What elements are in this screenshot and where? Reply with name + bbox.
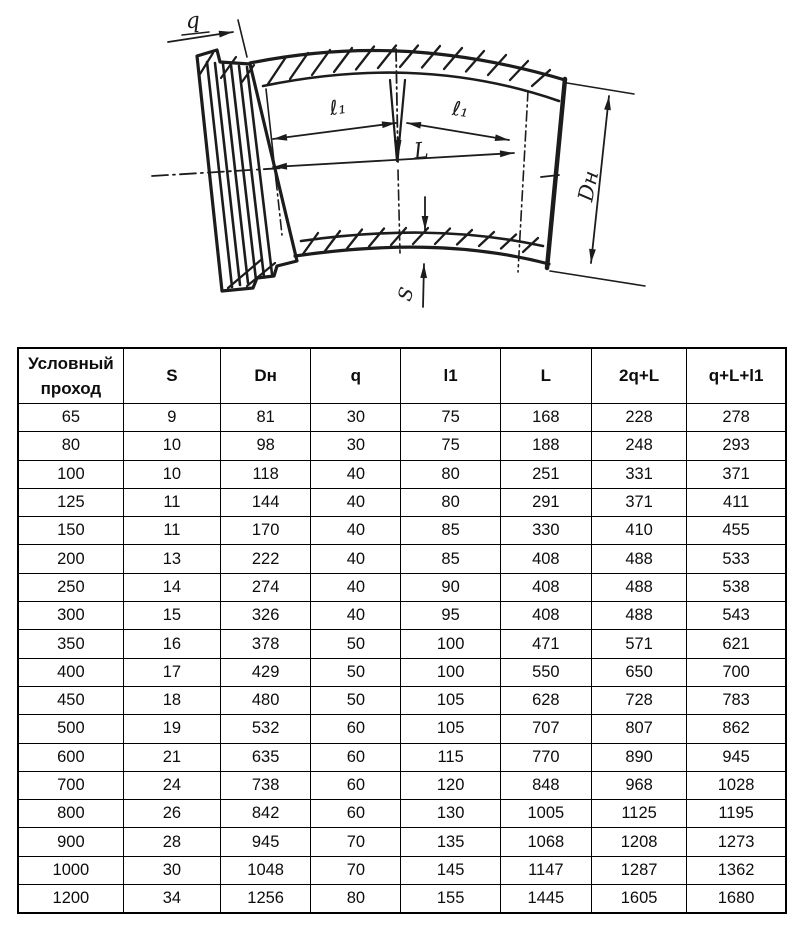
table-cell: 408 bbox=[500, 545, 591, 573]
header-cell-l1: l1 bbox=[401, 348, 500, 404]
table-cell: 60 bbox=[311, 771, 401, 799]
table-cell: 1000 bbox=[18, 856, 123, 884]
table-row bbox=[18, 686, 786, 714]
table-cell: 40 bbox=[311, 517, 401, 545]
table-cell: 650 bbox=[591, 658, 686, 686]
table-body bbox=[18, 404, 786, 914]
table-cell: 115 bbox=[401, 743, 500, 771]
table-cell: 945 bbox=[221, 828, 311, 856]
table-cell: 75 bbox=[401, 432, 500, 460]
table-cell: 783 bbox=[687, 686, 786, 714]
table-cell: 1605 bbox=[591, 885, 686, 914]
table-cell: 75 bbox=[401, 404, 500, 432]
table-cell: 291 bbox=[500, 488, 591, 516]
table-row bbox=[18, 573, 786, 601]
table-cell: 34 bbox=[123, 885, 220, 914]
table-cell: 228 bbox=[591, 404, 686, 432]
table-cell: 628 bbox=[500, 686, 591, 714]
table-cell: 621 bbox=[687, 630, 786, 658]
table-cell: 1005 bbox=[500, 800, 591, 828]
table-cell: 707 bbox=[500, 715, 591, 743]
table-cell: 144 bbox=[221, 488, 311, 516]
table-cell: 408 bbox=[500, 573, 591, 601]
table-cell: 900 bbox=[18, 828, 123, 856]
dimensions-table bbox=[17, 347, 787, 914]
table-cell: 455 bbox=[687, 517, 786, 545]
table-cell: 14 bbox=[123, 573, 220, 601]
table-cell: 532 bbox=[221, 715, 311, 743]
table-cell: 543 bbox=[687, 602, 786, 630]
table-cell: 118 bbox=[221, 460, 311, 488]
table-cell: 10 bbox=[123, 460, 220, 488]
table-cell: 120 bbox=[401, 771, 500, 799]
table-cell: 30 bbox=[123, 856, 220, 884]
table-cell: 10 bbox=[123, 432, 220, 460]
table-cell: 1273 bbox=[687, 828, 786, 856]
dim-L bbox=[273, 153, 514, 167]
table-cell: 488 bbox=[591, 573, 686, 601]
table-cell: 90 bbox=[401, 573, 500, 601]
table-cell: 9 bbox=[123, 404, 220, 432]
table-cell: 968 bbox=[591, 771, 686, 799]
table-cell: 807 bbox=[591, 715, 686, 743]
table-cell: 85 bbox=[401, 517, 500, 545]
table-cell: 80 bbox=[18, 432, 123, 460]
table-cell: 85 bbox=[401, 545, 500, 573]
l1-right-label: ℓ₁ bbox=[450, 96, 471, 122]
q-label: q bbox=[184, 8, 201, 35]
table-cell: 862 bbox=[687, 715, 786, 743]
table-row bbox=[18, 856, 786, 884]
header-cell-dn: Dн bbox=[221, 348, 311, 404]
table-row bbox=[18, 404, 786, 432]
table-cell: 571 bbox=[591, 630, 686, 658]
table-cell: 1068 bbox=[500, 828, 591, 856]
table-cell: 500 bbox=[18, 715, 123, 743]
table-cell: 1208 bbox=[591, 828, 686, 856]
table-cell: 1287 bbox=[591, 856, 686, 884]
table-cell: 293 bbox=[687, 432, 786, 460]
header-cell-s: S bbox=[123, 348, 220, 404]
table-cell: 410 bbox=[591, 517, 686, 545]
table-cell: 80 bbox=[401, 488, 500, 516]
header-cell-L: L bbox=[500, 348, 591, 404]
table-cell: 350 bbox=[18, 630, 123, 658]
table-cell: 1256 bbox=[221, 885, 311, 914]
table-cell: 155 bbox=[401, 885, 500, 914]
table-row bbox=[18, 545, 786, 573]
table-cell: 278 bbox=[687, 404, 786, 432]
table-cell: 40 bbox=[311, 602, 401, 630]
table-row bbox=[18, 828, 786, 856]
table-cell: 40 bbox=[311, 545, 401, 573]
table-cell: 274 bbox=[221, 573, 311, 601]
table-cell: 770 bbox=[500, 743, 591, 771]
table-cell: 40 bbox=[311, 460, 401, 488]
table-row bbox=[18, 715, 786, 743]
table-cell: 70 bbox=[311, 856, 401, 884]
table-cell: 371 bbox=[591, 488, 686, 516]
table-cell: 250 bbox=[18, 573, 123, 601]
table-cell: 70 bbox=[311, 828, 401, 856]
bottom-wall bbox=[295, 228, 549, 264]
top-wall bbox=[250, 46, 565, 102]
table-cell: 300 bbox=[18, 602, 123, 630]
table-cell: 411 bbox=[687, 488, 786, 516]
table-cell: 1362 bbox=[687, 856, 786, 884]
table-row bbox=[18, 488, 786, 516]
table-cell: 145 bbox=[401, 856, 500, 884]
table-cell: 100 bbox=[401, 630, 500, 658]
table-cell: 700 bbox=[687, 658, 786, 686]
table-cell: 95 bbox=[401, 602, 500, 630]
table-cell: 450 bbox=[18, 686, 123, 714]
table-row bbox=[18, 602, 786, 630]
table-cell: 60 bbox=[311, 743, 401, 771]
table-cell: 890 bbox=[591, 743, 686, 771]
header-cell-uslovny-prohod: Условный проход bbox=[18, 348, 123, 404]
table-cell: 408 bbox=[500, 602, 591, 630]
table-cell: 170 bbox=[221, 517, 311, 545]
table-cell: 1048 bbox=[221, 856, 311, 884]
table-cell: 26 bbox=[123, 800, 220, 828]
table-cell: 480 bbox=[221, 686, 311, 714]
table-cell: 251 bbox=[500, 460, 591, 488]
table-cell: 800 bbox=[18, 800, 123, 828]
table-cell: 135 bbox=[401, 828, 500, 856]
table-row bbox=[18, 630, 786, 658]
dim-l1-right bbox=[407, 123, 509, 140]
table-cell: 222 bbox=[221, 545, 311, 573]
table-cell: 533 bbox=[687, 545, 786, 573]
pipe-end-face bbox=[547, 79, 565, 268]
table-cell: 15 bbox=[123, 602, 220, 630]
table-cell: 16 bbox=[123, 630, 220, 658]
table-cell: 700 bbox=[18, 771, 123, 799]
table-cell: 80 bbox=[401, 460, 500, 488]
table-cell: 13 bbox=[123, 545, 220, 573]
table-cell: 30 bbox=[311, 404, 401, 432]
table-cell: 1125 bbox=[591, 800, 686, 828]
table-cell: 429 bbox=[221, 658, 311, 686]
table-cell: 400 bbox=[18, 658, 123, 686]
table-cell: 550 bbox=[500, 658, 591, 686]
dim-S bbox=[423, 197, 425, 307]
table-cell: 168 bbox=[500, 404, 591, 432]
header-cell-q-L-l1: q+L+l1 bbox=[687, 348, 786, 404]
table-cell: 17 bbox=[123, 658, 220, 686]
table-cell: 488 bbox=[591, 602, 686, 630]
table-cell: 11 bbox=[123, 517, 220, 545]
table-cell: 65 bbox=[18, 404, 123, 432]
table-row bbox=[18, 800, 786, 828]
table-cell: 105 bbox=[401, 686, 500, 714]
table-cell: 728 bbox=[591, 686, 686, 714]
table-cell: 80 bbox=[311, 885, 401, 914]
table-cell: 81 bbox=[221, 404, 311, 432]
table-cell: 488 bbox=[591, 545, 686, 573]
table-cell: 50 bbox=[311, 686, 401, 714]
table-row bbox=[18, 432, 786, 460]
table-header bbox=[18, 348, 786, 404]
table-cell: 40 bbox=[311, 488, 401, 516]
table-cell: 30 bbox=[311, 432, 401, 460]
header-cell-q: q bbox=[311, 348, 401, 404]
table-cell: 100 bbox=[401, 658, 500, 686]
table-cell: 19 bbox=[123, 715, 220, 743]
table-cell: 18 bbox=[123, 686, 220, 714]
table-cell: 125 bbox=[18, 488, 123, 516]
header-row bbox=[18, 348, 786, 404]
L-label: L bbox=[412, 138, 430, 165]
table-cell: 200 bbox=[18, 545, 123, 573]
pipe-bend-drawing bbox=[0, 0, 802, 340]
table-cell: 945 bbox=[687, 743, 786, 771]
header-cell-2q-L: 2q+L bbox=[591, 348, 686, 404]
table-cell: 1680 bbox=[687, 885, 786, 914]
table-cell: 1445 bbox=[500, 885, 591, 914]
table-cell: 1028 bbox=[687, 771, 786, 799]
table-cell: 378 bbox=[221, 630, 311, 658]
Dn-label: Dн bbox=[573, 168, 604, 204]
table-cell: 842 bbox=[221, 800, 311, 828]
table-cell: 538 bbox=[687, 573, 786, 601]
table-row bbox=[18, 743, 786, 771]
table-cell: 326 bbox=[221, 602, 311, 630]
dim-l1-left bbox=[273, 123, 396, 139]
table-cell: 1195 bbox=[687, 800, 786, 828]
table-row bbox=[18, 460, 786, 488]
table-cell: 371 bbox=[687, 460, 786, 488]
table-cell: 100 bbox=[18, 460, 123, 488]
table-cell: 60 bbox=[311, 715, 401, 743]
table-cell: 50 bbox=[311, 658, 401, 686]
l1-left-label: ℓ₁ bbox=[327, 93, 348, 121]
table-cell: 848 bbox=[500, 771, 591, 799]
table-cell: 1200 bbox=[18, 885, 123, 914]
figure-area bbox=[0, 0, 802, 340]
table-row bbox=[18, 885, 786, 914]
table-cell: 21 bbox=[123, 743, 220, 771]
table-cell: 130 bbox=[401, 800, 500, 828]
table-cell: 105 bbox=[401, 715, 500, 743]
table-cell: 40 bbox=[311, 573, 401, 601]
table-cell: 60 bbox=[311, 800, 401, 828]
table-cell: 635 bbox=[221, 743, 311, 771]
table-cell: 150 bbox=[18, 517, 123, 545]
table-cell: 331 bbox=[591, 460, 686, 488]
table-cell: 11 bbox=[123, 488, 220, 516]
table-cell: 188 bbox=[500, 432, 591, 460]
table-cell: 248 bbox=[591, 432, 686, 460]
table-cell: 28 bbox=[123, 828, 220, 856]
table-cell: 471 bbox=[500, 630, 591, 658]
table-cell: 330 bbox=[500, 517, 591, 545]
S-label: S bbox=[393, 284, 419, 304]
table-cell: 738 bbox=[221, 771, 311, 799]
table-cell: 600 bbox=[18, 743, 123, 771]
table-cell: 1147 bbox=[500, 856, 591, 884]
table-cell: 50 bbox=[311, 630, 401, 658]
table-cell: 24 bbox=[123, 771, 220, 799]
table-row bbox=[18, 517, 786, 545]
table-row bbox=[18, 771, 786, 799]
table-cell: 98 bbox=[221, 432, 311, 460]
table-row bbox=[18, 658, 786, 686]
